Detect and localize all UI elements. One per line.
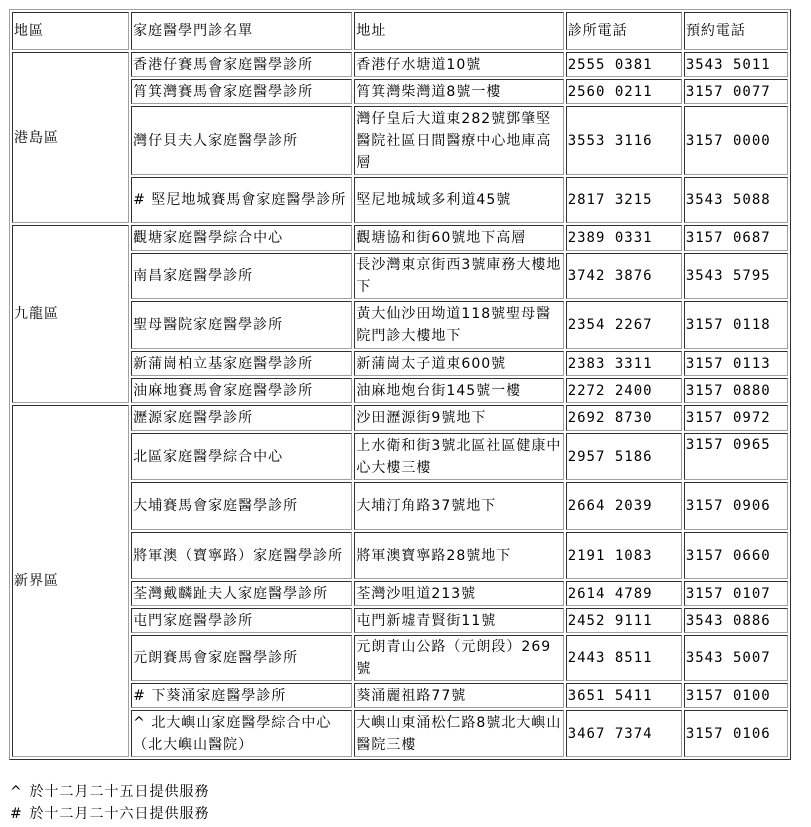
clinic-phone: 2817 3215 <box>566 177 682 223</box>
clinic-phone: 2354 2267 <box>566 301 682 349</box>
clinic-phone: 2957 5186 <box>566 433 682 480</box>
clinic-address: 黃大仙沙田坳道118號聖母醫院門診大樓地下 <box>354 301 563 349</box>
footnote-text: 於十二月二十六日提供服務 <box>29 806 210 822</box>
clinic-address: 元朗青山公路（元朗段）269號 <box>354 635 563 681</box>
header-address: 地址 <box>354 12 563 50</box>
booking-phone: 3157 0106 <box>684 710 788 757</box>
footnote-text: 於十二月二十五日提供服務 <box>29 784 210 800</box>
footnote-mark: # <box>10 806 23 822</box>
clinic-name: 北區家庭醫學綜合中心 <box>131 433 352 480</box>
clinic-address: 上水衛和街3號北區社區健康中心大樓三樓 <box>354 433 563 480</box>
booking-phone: 3157 0000 <box>684 106 788 175</box>
header-clinic-phone: 診所電話 <box>566 12 682 50</box>
booking-phone: 3543 5795 <box>684 253 788 299</box>
footnote-mark: ^ <box>10 784 23 800</box>
clinic-name: # 堅尼地城賽馬會家庭醫學診所 <box>131 177 352 223</box>
clinic-name: 大埔賽馬會家庭醫學診所 <box>131 482 352 530</box>
clinic-address: 沙田瀝源街9號地下 <box>354 405 563 431</box>
clinic-phone: 2383 3311 <box>566 351 682 376</box>
clinic-name: ^ 北大嶼山家庭醫學綜合中心（北大嶼山醫院） <box>131 710 352 757</box>
booking-phone: 3543 0886 <box>684 608 788 633</box>
clinic-name: 香港仔賽馬會家庭醫學診所 <box>131 52 352 77</box>
booking-phone: 3157 0687 <box>684 225 788 251</box>
clinic-name: 南昌家庭醫學診所 <box>131 253 352 299</box>
clinic-address: 長沙灣東京街西3號庫務大樓地下 <box>354 253 563 299</box>
clinic-phone: 2614 4789 <box>566 581 682 606</box>
clinic-phone: 2452 9111 <box>566 608 682 633</box>
table-header-row <box>12 12 788 50</box>
clinic-phone: 3553 3116 <box>566 106 682 175</box>
clinic-phone: 2555 0381 <box>566 52 682 77</box>
clinic-phone: 2664 2039 <box>566 482 682 530</box>
booking-phone: 3157 0906 <box>684 482 788 530</box>
clinic-address: 堅尼地城域多利道45號 <box>354 177 563 223</box>
clinic-address: 油麻地炮台街145號一樓 <box>354 378 563 403</box>
clinic-address: 新蒲崗太子道東600號 <box>354 351 563 376</box>
clinic-name: 荃灣戴麟趾夫人家庭醫學診所 <box>131 581 352 606</box>
clinic-phone: 3467 7374 <box>566 710 682 757</box>
header-booking-phone: 預約電話 <box>684 12 788 50</box>
booking-phone: 3157 0100 <box>684 683 788 708</box>
clinic-phone: 2692 8730 <box>566 405 682 431</box>
clinic-phone: 2191 1083 <box>566 532 682 579</box>
clinic-phone: 2272 2400 <box>566 378 682 403</box>
table-row <box>12 52 788 77</box>
clinic-address: 大嶼山東涌松仁路8號北大嶼山醫院三樓 <box>354 710 563 757</box>
booking-phone: 3543 5007 <box>684 635 788 681</box>
booking-phone: 3543 5088 <box>684 177 788 223</box>
clinic-name: 灣仔貝夫人家庭醫學診所 <box>131 106 352 175</box>
clinic-name: 新蒲崗柏立基家庭醫學診所 <box>131 351 352 376</box>
table-row <box>12 405 788 431</box>
clinic-name: 聖母醫院家庭醫學診所 <box>131 301 352 349</box>
table-row <box>12 225 788 251</box>
booking-phone: 3157 0880 <box>684 378 788 403</box>
booking-phone: 3543 5011 <box>684 52 788 77</box>
clinic-phone: 3742 3876 <box>566 253 682 299</box>
clinic-address: 觀塘協和街60號地下高層 <box>354 225 563 251</box>
footnote-dec-25 <box>10 781 209 803</box>
clinic-address: 大埔汀角路37號地下 <box>354 482 563 530</box>
clinic-phone: 2560 0211 <box>566 79 682 104</box>
booking-phone: 3157 0972 <box>684 405 788 431</box>
region-new-territories: 新界區 <box>12 405 129 757</box>
clinic-address: 葵涌麗祖路77號 <box>354 683 563 708</box>
clinic-address: 將軍澳寶寧路28號地下 <box>354 532 563 579</box>
clinic-name: 元朗賽馬會家庭醫學診所 <box>131 635 352 681</box>
clinic-phone: 2389 0331 <box>566 225 682 251</box>
footnotes <box>10 781 209 825</box>
clinic-name: # 下葵涌家庭醫學診所 <box>131 683 352 708</box>
clinic-phone: 2443 8511 <box>566 635 682 681</box>
header-clinic: 家庭醫學門診名單 <box>131 12 352 50</box>
clinic-name: 將軍澳（寶寧路）家庭醫學診所 <box>131 532 352 579</box>
clinic-address: 筲箕灣柴灣道8號一樓 <box>354 79 563 104</box>
clinic-name: 油麻地賽馬會家庭醫學診所 <box>131 378 352 403</box>
clinic-address: 荃灣沙咀道213號 <box>354 581 563 606</box>
footnote-dec-26 <box>10 803 209 825</box>
booking-phone: 3157 0965 <box>684 433 788 480</box>
region-kowloon: 九龍區 <box>12 225 129 403</box>
booking-phone: 3157 0118 <box>684 301 788 349</box>
clinic-table <box>9 9 791 760</box>
clinic-phone: 3651 5411 <box>566 683 682 708</box>
clinic-name: 屯門家庭醫學診所 <box>131 608 352 633</box>
region-hong-kong-island: 港島區 <box>12 52 129 223</box>
header-district: 地區 <box>12 12 129 50</box>
clinic-name: 瀝源家庭醫學診所 <box>131 405 352 431</box>
booking-phone: 3157 0107 <box>684 581 788 606</box>
clinic-address: 灣仔皇后大道東282號鄧肇堅醫院社區日間醫療中心地庫高層 <box>354 106 563 175</box>
booking-phone: 3157 0113 <box>684 351 788 376</box>
clinic-address: 香港仔水塘道10號 <box>354 52 563 77</box>
booking-phone: 3157 0660 <box>684 532 788 579</box>
booking-phone: 3157 0077 <box>684 79 788 104</box>
clinic-name: 觀塘家庭醫學綜合中心 <box>131 225 352 251</box>
clinic-address: 屯門新墟青賢街11號 <box>354 608 563 633</box>
clinic-name: 筲箕灣賽馬會家庭醫學診所 <box>131 79 352 104</box>
